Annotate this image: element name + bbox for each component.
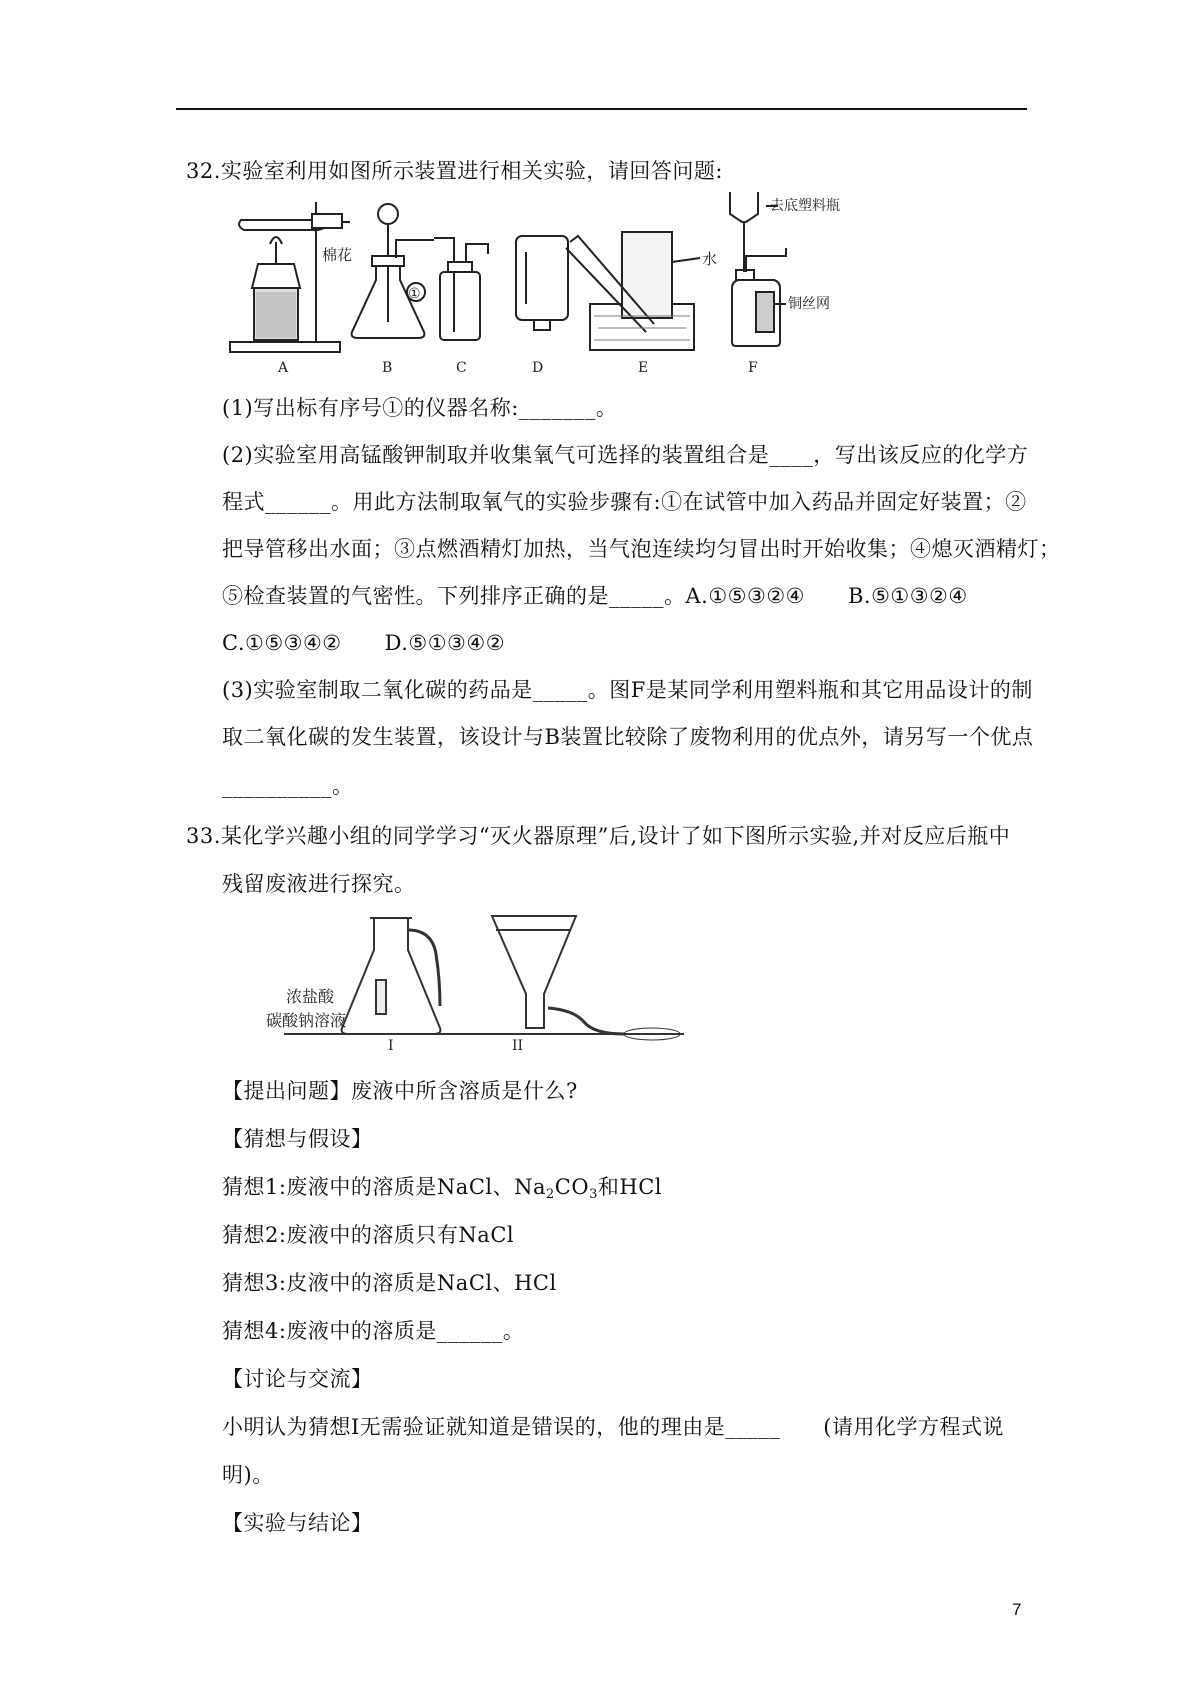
q33-exp-head: 【实验与结论】 <box>222 1511 373 1535</box>
q33-extinguisher-figure <box>264 910 694 1050</box>
hyp1-sub1: 2 <box>546 1187 555 1202</box>
q32-part3-line2: 取二氧化碳的发生装置，该设计与B装置比较除了废物利用的优点外，请另写一个优点 <box>222 725 1034 749</box>
label-I: I <box>388 1038 394 1050</box>
label-solution: 碳酸钠溶液 <box>266 1011 347 1030</box>
hyp1-sub2: 3 <box>589 1187 598 1202</box>
q33-hyp3: 猜想3:皮液中的溶质是NaCl、HCl <box>222 1271 557 1295</box>
label-C: C <box>456 360 467 376</box>
q33-disc-head: 【讨论与交流】 <box>222 1367 373 1391</box>
q32-part3-line3: __________。 <box>222 774 354 798</box>
label-F: F <box>748 360 758 376</box>
label-water: 水 <box>702 250 718 268</box>
q32-part2-line4: ⑤检查装置的气密性。下列排序正确的是_____。A.①⑤③②④ B.⑤①③②④ <box>222 584 968 608</box>
page-number: 7 <box>1012 1600 1022 1619</box>
q33-hyp1 <box>222 1173 662 1209</box>
q33-disc-line1: 小明认为猜想I无需验证就知道是错误的，他的理由是_____ (请用化学方程式说 <box>222 1415 1004 1439</box>
label-bottle: 去底塑料瓶 <box>770 198 840 214</box>
q33-hyp-head: 【猜想与假设】 <box>222 1127 373 1151</box>
hyp1-post: 和HCl <box>597 1175 662 1199</box>
label-mesh: 铜丝网 <box>788 296 830 312</box>
q33-hyp4: 猜想4:废液中的溶质是______。 <box>222 1319 525 1343</box>
header-rule <box>176 108 1027 110</box>
hyp1-pre: 猜想1:废液中的溶质是NaCl、Na <box>222 1175 547 1199</box>
hyp1-mid: CO <box>554 1175 590 1199</box>
label-E: E <box>638 360 649 376</box>
q32-part2-line2: 程式______。用此方法制取氧气的实验步骤有:①在试管中加入药品并固定好装置；② <box>222 490 1027 514</box>
q32-apparatus-figure <box>226 192 936 380</box>
q33-title-line2: 残留废液进行探究。 <box>222 872 416 896</box>
q32-title: 32.实验室利用如图所示装置进行相关实验，请回答问题: <box>186 159 723 183</box>
label-B: B <box>382 360 393 376</box>
q32-part2-line1: (2)实验室用高锰酸钾制取并收集氧气可选择的装置组合是____，写出该反应的化学方 <box>222 443 1029 467</box>
label-acid: 浓盐酸 <box>286 987 335 1006</box>
label-D: D <box>532 360 544 376</box>
q32-part3-line1: (3)实验室制取二氧化碳的药品是_____。图F是某同学利用塑料瓶和其它用品设计的制 <box>222 678 1033 702</box>
q32-part2-line3: 把导管移出水面；③点燃酒精灯加热，当气泡连续均匀冒出时开始收集；④熄灭酒精灯； <box>222 537 1061 561</box>
q33-title-line1: 33.某化学兴趣小组的同学学习“灭火器原理”后,设计了如下图所示实验,并对反应后瓶中 <box>186 824 1011 848</box>
q32-part2-line5: C.①⑤③④② D.⑤①③④② <box>222 631 506 655</box>
q32-part1: (1)写出标有序号①的仪器名称:_______。 <box>222 396 618 420</box>
q33-hyp2: 猜想2:废液中的溶质只有NaCl <box>222 1223 515 1247</box>
label-num1: ① <box>408 286 421 302</box>
label-A: A <box>278 360 289 376</box>
q33-disc-line2: 明)。 <box>222 1463 274 1487</box>
q33-ask: 【提出问题】废液中所含溶质是什么? <box>222 1079 578 1103</box>
label-cotton: 棉花 <box>322 246 353 264</box>
label-II: II <box>512 1038 524 1050</box>
